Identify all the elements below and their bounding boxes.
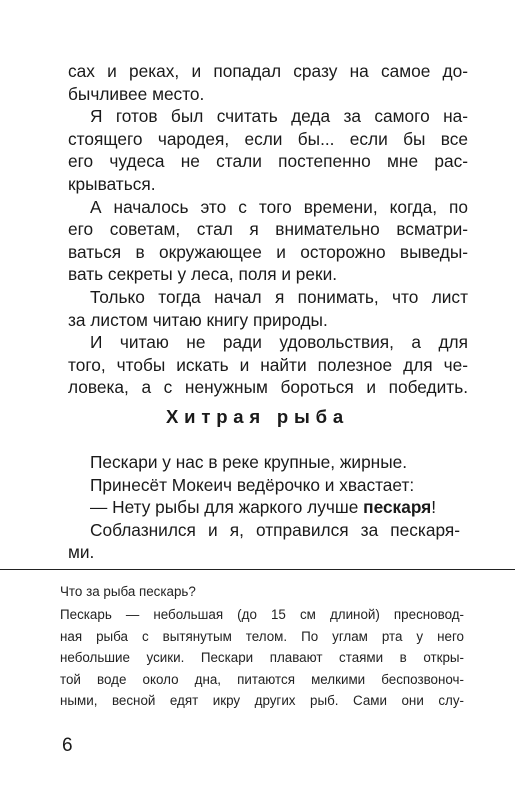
text-line: Пескари у нас в реке крупные, жирные. <box>90 452 408 472</box>
paragraph <box>68 286 468 331</box>
text-line: А началось это с того времени, когда, по <box>90 196 468 217</box>
note-line: ная рыба с вытянутым телом. По углам рта у него <box>60 628 464 644</box>
note-line: Пескарь — небольшая (до 15 см длиной) пресновод- <box>60 607 464 623</box>
paragraph <box>68 60 468 105</box>
section-divider <box>0 569 515 570</box>
text-line: бычливее место. <box>68 83 205 104</box>
text-line <box>68 496 460 519</box>
bold-term: пескаря <box>363 497 432 518</box>
text-line: крываться. <box>68 173 156 194</box>
text-line: вать секреты у леса, поля и реки. <box>68 264 338 285</box>
note-line: небольшие усики. Пескари плавают стаями в откры- <box>60 650 464 666</box>
dialogue-text: — Нету рыбы для жаркого лучше <box>90 497 364 518</box>
note-line: ными, весной едят икру других рыб. Сами они слу- <box>60 693 464 709</box>
text-line: стоящего чародея, если бы... если бы все <box>68 128 468 149</box>
info-note <box>60 581 464 711</box>
page-number: 6 <box>62 735 73 756</box>
text-line: его советам, стал я внимательно всматри- <box>68 219 468 240</box>
text-line: за листом читаю книгу природы. <box>68 309 328 330</box>
text-line: ми. <box>68 542 95 563</box>
note-line: той воде около дна, питаются мелкими беспозвоноч- <box>60 671 464 687</box>
text-line: ваться в окружающее и осторожно выведы- <box>68 241 468 262</box>
text-line: ловека, а с ненужным бороться и победить. <box>68 377 468 398</box>
text-line: сах и реках, и попадал сразу на самое до- <box>68 61 468 81</box>
note-question: Что за рыба пескарь? <box>60 584 196 599</box>
text-line: Принесёт Мокеич ведёрочко и хвастает: <box>90 474 415 495</box>
paragraph <box>68 196 468 286</box>
text-line: его чудеса не стали постепенно мне рас- <box>68 151 468 172</box>
paragraph <box>68 331 468 399</box>
paragraph <box>68 105 468 195</box>
text-line: Я готов был считать деда за самого на- <box>90 106 468 127</box>
text-line: Только тогда начал я понимать, что лист <box>90 286 468 307</box>
text-line: Соблазнился и я, отправился за пескаря- <box>90 519 460 540</box>
body-text <box>68 60 468 399</box>
text-line: того, чтобы искать и найти полезное для че- <box>68 354 468 375</box>
punctuation: ! <box>431 497 437 518</box>
chapter-title: Хитрая рыба <box>166 406 349 427</box>
text-line: И читаю не ради удовольствия, а для <box>90 332 468 353</box>
story-text <box>68 451 460 564</box>
